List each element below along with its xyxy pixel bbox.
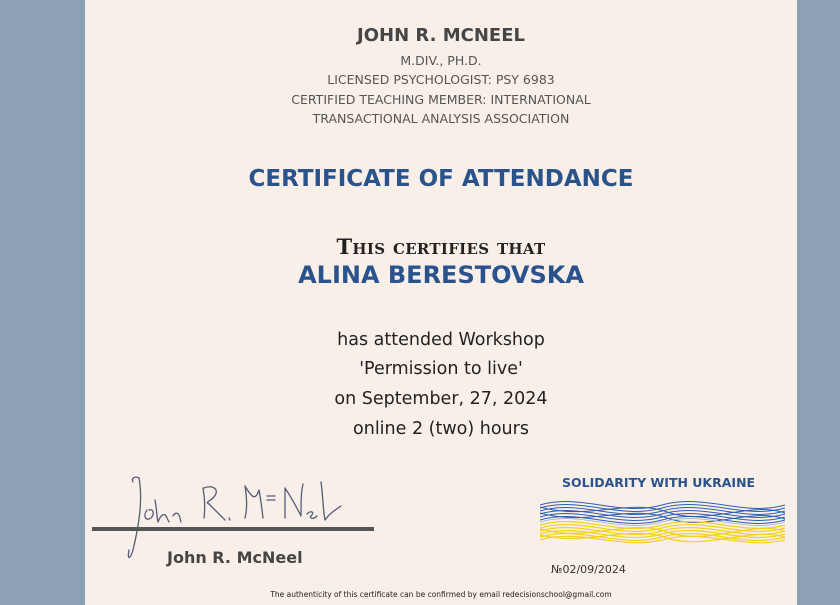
issuer-license: LICENSED PSYCHOLOGIST: PSY 6983 [327, 72, 555, 87]
issuer-membership-line1: CERTIFIED TEACHING MEMBER: INTERNATIONAL [291, 92, 591, 107]
signer-name: John R. McNeel [167, 548, 303, 567]
solidarity-badge-text: SOLIDARITY WITH UKRAINE [562, 475, 756, 490]
workshop-date: on September, 27, 2024 [334, 389, 548, 409]
issuer-membership-line2: TRANSACTIONAL ANALYSIS ASSOCIATION [312, 111, 570, 126]
certificate-number: №02/09/2024 [551, 563, 626, 576]
workshop-title: 'Permission to live' [359, 359, 523, 379]
certifies-text: This certifies that [336, 234, 546, 259]
issuer-degrees: M.DIV., PH.D. [400, 53, 482, 68]
issuer-name: JOHN R. MCNEEL [357, 25, 525, 46]
signature-line [92, 527, 374, 531]
attendance-line: has attended Workshop [337, 330, 545, 350]
workshop-duration: online 2 (two) hours [353, 419, 529, 439]
certificate-page [85, 0, 797, 605]
authenticity-footnote: The authenticity of this certificate can be confirmed by email redecisionschool@gmail.com [270, 590, 612, 599]
recipient-name: ALINA BERESTOVSKA [298, 261, 584, 289]
ukraine-flag-wave-icon [540, 495, 785, 550]
certificate-title: CERTIFICATE OF ATTENDANCE [248, 166, 634, 192]
